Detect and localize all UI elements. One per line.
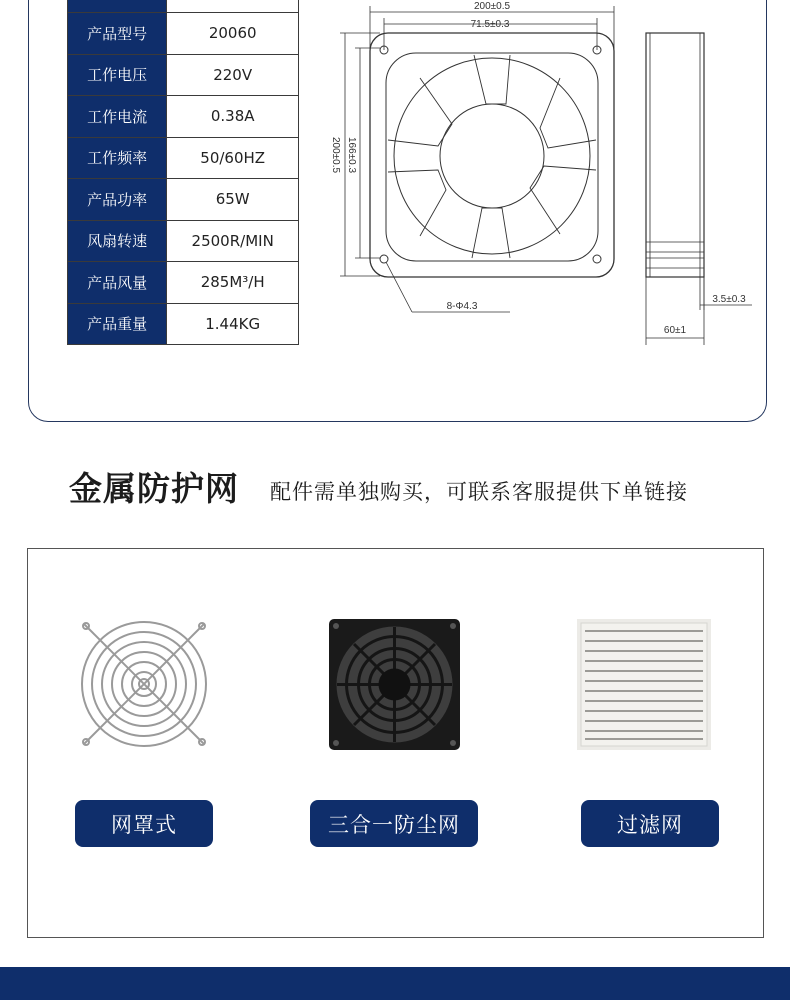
spec-value: 285M³/H (167, 262, 299, 304)
dust-filter-option-button[interactable]: 三合一防尘网 (310, 800, 478, 847)
table-row (68, 220, 299, 262)
louver-filter-option-button[interactable]: 过滤网 (581, 800, 719, 847)
section-subtitle: 配件需单独购买，可联系客服提供下单链接 (270, 480, 688, 504)
wire-grill-icon (78, 618, 210, 750)
dim-width-label: 200±0.5 (473, 1, 511, 12)
dim-height-inner-label: 166±0.3 (346, 136, 357, 174)
table-row (68, 262, 299, 304)
table-row (68, 96, 299, 138)
spec-key: 工作频率 (68, 137, 167, 179)
footer-bar (0, 967, 790, 1000)
spec-key: 风扇转速 (68, 220, 167, 262)
spec-value: 20060 (167, 13, 299, 55)
table-row (68, 303, 299, 345)
spec-table (67, 0, 299, 345)
spec-value-blank (167, 0, 299, 13)
spec-key-blank (68, 0, 167, 13)
spec-value: 65W (167, 179, 299, 221)
spec-key: 工作电流 (68, 96, 167, 138)
table-row (68, 13, 299, 55)
spec-key: 产品重量 (68, 303, 167, 345)
dim-hole-spacing-label: 71.5±0.3 (470, 19, 510, 30)
grill-option-button[interactable]: 网罩式 (75, 800, 213, 847)
dim-holes-label: 8-Φ4.3 (446, 301, 478, 312)
section-title: 金属防护网 (69, 469, 239, 508)
spec-value: 220V (167, 54, 299, 96)
dim-height-outer-label: 200±0.5 (330, 136, 341, 174)
louver-filter-icon (577, 619, 711, 750)
dust-filter-icon (329, 619, 460, 750)
spec-key: 工作电压 (68, 54, 167, 96)
spec-value: 50/60HZ (167, 137, 299, 179)
table-row (68, 0, 299, 13)
spec-key: 产品风量 (68, 262, 167, 304)
dim-flange-label: 3.5±0.3 (712, 294, 746, 305)
dim-depth-label: 60±1 (663, 325, 687, 336)
table-row (68, 179, 299, 221)
fan-dimension-drawing (320, 0, 760, 360)
table-row (68, 54, 299, 96)
spec-value: 0.38A (167, 96, 299, 138)
spec-value: 1.44KG (167, 303, 299, 345)
spec-key: 产品型号 (68, 13, 167, 55)
table-row (68, 137, 299, 179)
spec-key: 产品功率 (68, 179, 167, 221)
spec-value: 2500R/MIN (167, 220, 299, 262)
